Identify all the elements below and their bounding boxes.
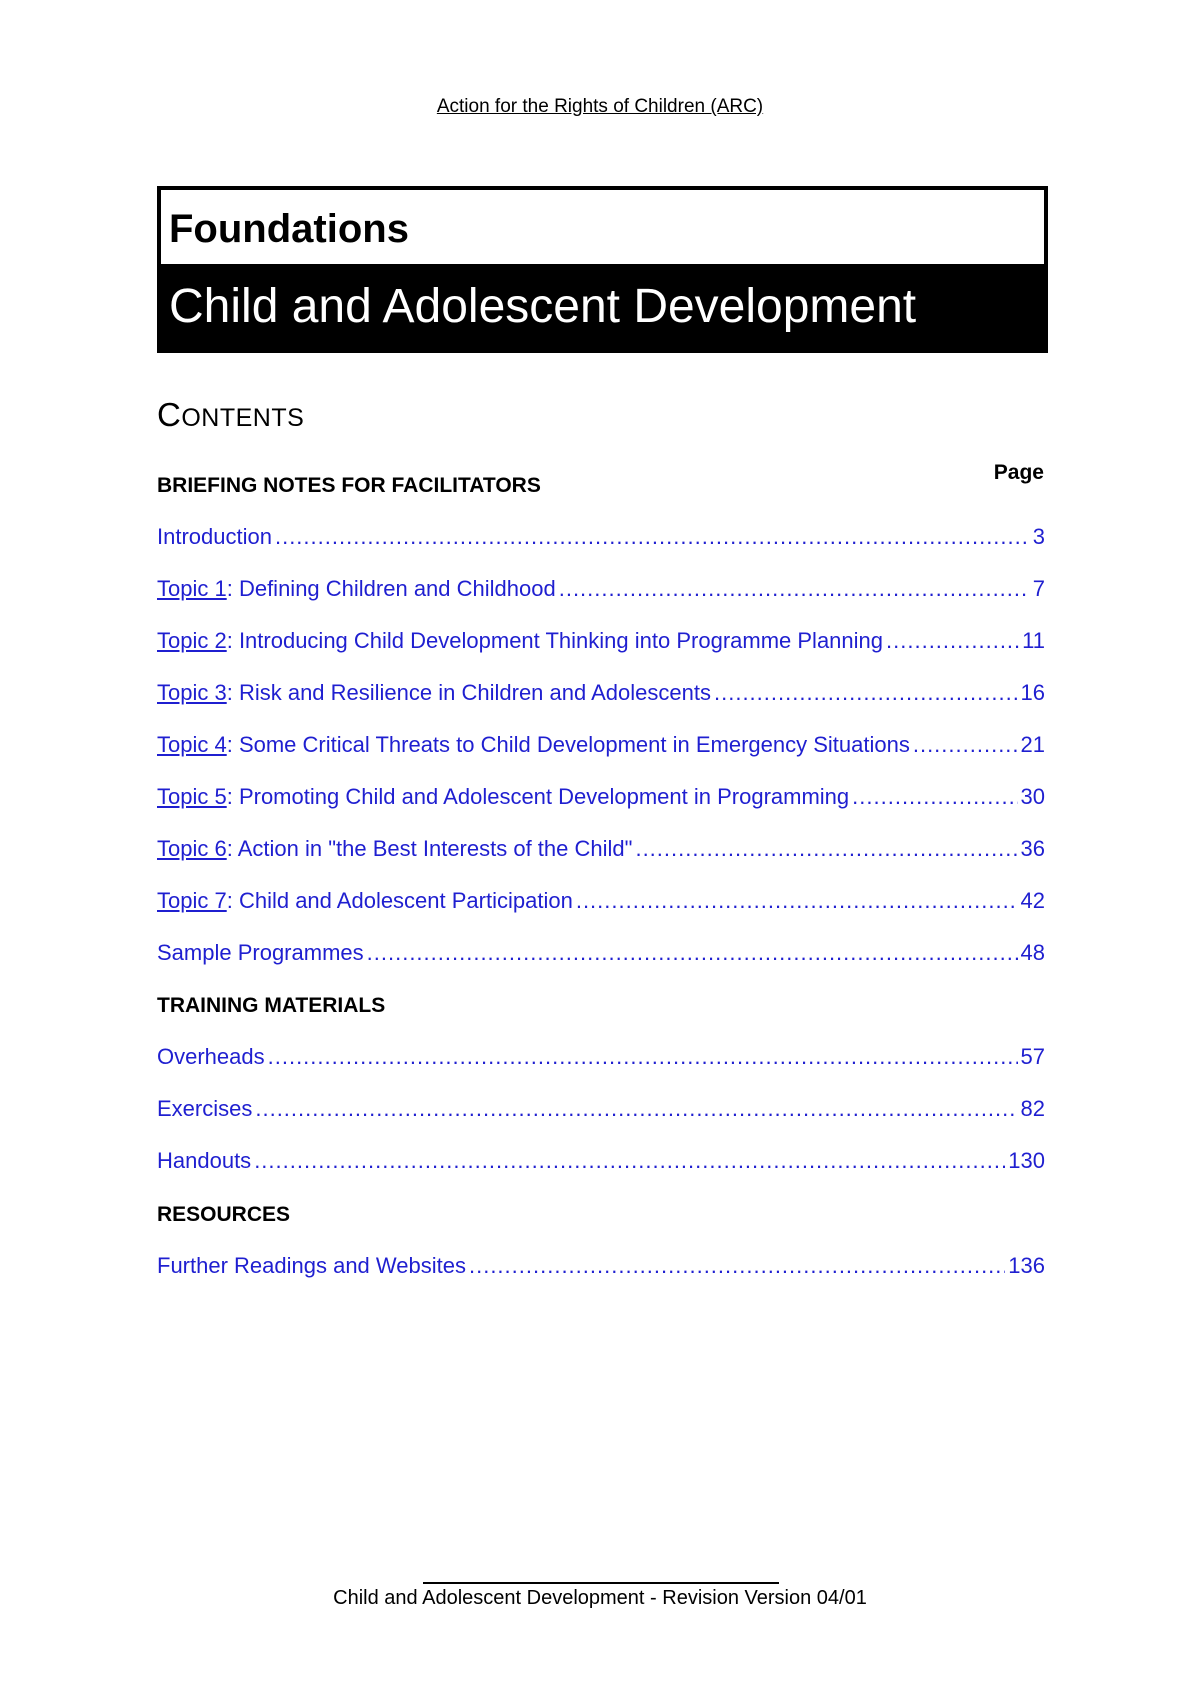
toc-entry[interactable] xyxy=(157,1148,1045,1174)
toc-entry-label: : Some Critical Threats to Child Development in Emergency Situations xyxy=(226,732,910,757)
toc-entry-page: 11 xyxy=(1022,628,1045,653)
toc-leader-dots xyxy=(886,628,1019,654)
contents-heading xyxy=(157,396,304,434)
footer-text: Child and Adolescent Development - Revision Version 04/01 xyxy=(333,1587,867,1609)
toc-entry-page: 30 xyxy=(1020,784,1045,809)
toc-leader-dots xyxy=(913,732,1018,758)
toc-entry[interactable] xyxy=(157,1044,1045,1070)
toc-leader-dots xyxy=(275,524,1030,550)
toc-entry-page: 48 xyxy=(1020,940,1045,965)
toc-leader-dots xyxy=(576,888,1018,914)
page-column-label: Page xyxy=(993,461,1044,484)
topic-link[interactable]: Topic 7 xyxy=(157,888,227,913)
toc-entry[interactable] xyxy=(157,732,1045,758)
subject-title: Child and Adolescent Development xyxy=(161,264,1044,349)
title-block xyxy=(157,186,1048,353)
topic-link[interactable]: Topic 6 xyxy=(157,836,227,861)
toc-entry-label: Introduction xyxy=(157,524,272,549)
topic-link[interactable]: Topic 1 xyxy=(157,576,227,601)
section-title-briefing-notes: BRIEFING NOTES FOR FACILITATORS xyxy=(157,474,541,497)
contents-heading-initial: C xyxy=(157,396,182,433)
toc-entry-page: 36 xyxy=(1020,836,1045,861)
toc-entry-label: : Risk and Resilience in Children and Adolescents xyxy=(226,680,711,705)
toc-entry-label: Further Readings and Websites xyxy=(157,1253,466,1278)
topic-link[interactable]: Topic 2 xyxy=(157,628,227,653)
toc-entry-page: 130 xyxy=(1008,1148,1045,1173)
toc-entry-label: Sample Programmes xyxy=(157,940,364,965)
toc-entry[interactable] xyxy=(157,836,1045,862)
toc-entry[interactable] xyxy=(157,784,1045,810)
toc-leader-dots xyxy=(469,1253,1005,1279)
toc-entry[interactable] xyxy=(157,524,1045,550)
toc-entry-page: 21 xyxy=(1020,732,1045,757)
toc-entry-page: 7 xyxy=(1032,576,1045,601)
toc-leader-dots xyxy=(255,1096,1017,1122)
toc-entry-label: : Child and Adolescent Participation xyxy=(226,888,573,913)
topic-link[interactable]: Topic 4 xyxy=(157,732,227,757)
toc-entry[interactable] xyxy=(157,1253,1045,1279)
toc-leader-dots xyxy=(714,680,1018,706)
toc-leader-dots xyxy=(635,836,1017,862)
toc-entry-page: 82 xyxy=(1020,1096,1045,1121)
toc-leader-dots xyxy=(852,784,1017,810)
toc-entry-label: Handouts xyxy=(157,1148,252,1173)
toc-entry-page: 16 xyxy=(1020,680,1045,705)
toc-entry-label: Overheads xyxy=(157,1044,265,1069)
toc-entry[interactable] xyxy=(157,628,1045,654)
toc-entry-page: 42 xyxy=(1020,888,1045,913)
toc-entry-label: Exercises xyxy=(157,1096,253,1121)
toc-entry-label: : Defining Children and Childhood xyxy=(226,576,556,601)
module-title: Foundations xyxy=(169,206,409,251)
toc-entry[interactable] xyxy=(157,680,1045,706)
toc-entry-page: 57 xyxy=(1020,1044,1045,1069)
toc-entry-page: 136 xyxy=(1008,1253,1045,1278)
toc-entry-label: : Action in "the Best Interests of the Child" xyxy=(226,836,633,861)
toc-leader-dots xyxy=(367,940,1018,966)
footer-rule xyxy=(423,1582,779,1584)
contents-heading-rest: ONTENTS xyxy=(181,404,305,432)
toc-entry-page: 3 xyxy=(1032,524,1045,549)
topic-link[interactable]: Topic 5 xyxy=(157,784,227,809)
header-org-link[interactable]: Action for the Rights of Children (ARC) xyxy=(436,96,764,117)
toc-leader-dots xyxy=(268,1044,1018,1070)
toc-entry-label: : Promoting Child and Adolescent Development in Programming xyxy=(226,784,850,809)
section-title-resources: RESOURCES xyxy=(157,1203,291,1226)
toc-leader-dots xyxy=(254,1148,1005,1174)
toc-entry[interactable] xyxy=(157,940,1045,966)
toc-leader-dots xyxy=(559,576,1030,602)
section-title-training-materials: TRAINING MATERIALS xyxy=(157,994,386,1017)
toc-entry[interactable] xyxy=(157,888,1045,914)
toc-entry[interactable] xyxy=(157,1096,1045,1122)
topic-link[interactable]: Topic 3 xyxy=(157,680,227,705)
toc-entry[interactable] xyxy=(157,576,1045,602)
toc-entry-label: : Introducing Child Development Thinking into Programme Planning xyxy=(226,628,884,653)
